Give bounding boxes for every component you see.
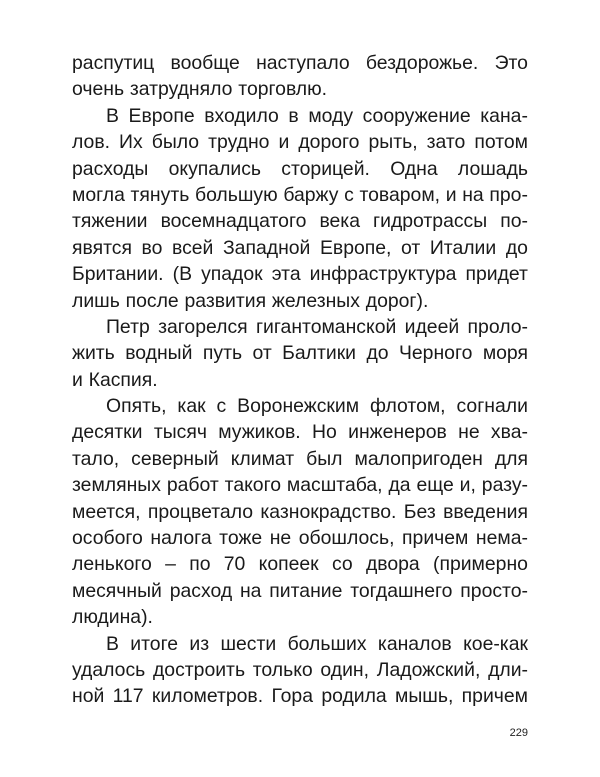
text-line: очень затрудняло торговлю. bbox=[72, 78, 328, 101]
text-line: ной 117 километров. Гора родила мышь, причем bbox=[72, 685, 528, 708]
book-page-text bbox=[72, 50, 528, 710]
text-line: Опять, как с Воронежским флотом, согнали bbox=[106, 395, 528, 418]
text-line: и Каспия. bbox=[72, 368, 158, 391]
text-line: месячный расход на питание тогдашнего просто- bbox=[72, 579, 528, 602]
text-line: В Европе входило в моду сооружение кана- bbox=[106, 104, 528, 127]
paragraph bbox=[72, 314, 528, 393]
text-line: ленького – по 70 копеек со двора (примерно bbox=[72, 553, 528, 576]
text-line: Британии. (В упадок эта инфраструктура придет bbox=[72, 263, 528, 286]
paragraph bbox=[72, 393, 528, 631]
text-line: тяжении восемнадцатого века гидротрассы по- bbox=[72, 210, 528, 233]
paragraph bbox=[72, 631, 528, 710]
text-line: лишь после развития железных дорог). bbox=[72, 289, 429, 312]
paragraph bbox=[72, 50, 528, 103]
text-line: людина). bbox=[72, 606, 153, 629]
text-line: особого налога тоже не обошлось, причем нема- bbox=[72, 527, 528, 550]
text-line: распутиц вообще наступало бездорожье. Это bbox=[72, 52, 528, 74]
text-line: жить водный путь от Балтики до Черного моря bbox=[72, 342, 528, 365]
text-line: В итоге из шести больших каналов кое-как bbox=[106, 632, 528, 655]
text-line: расходы окупались сторицей. Одна лошадь bbox=[72, 157, 528, 180]
paragraph bbox=[72, 103, 528, 314]
text-line: явятся во всей Западной Европе, от Италии до bbox=[72, 236, 528, 259]
text-line: десятки тысяч мужиков. Но инженеров не хва- bbox=[72, 421, 528, 444]
text-line: тало, северный климат был малопригоден для bbox=[72, 447, 528, 470]
text-line: могла тянуть большую баржу с товаром, и на про- bbox=[72, 183, 528, 206]
page-number: 229 bbox=[509, 727, 528, 739]
text-line: земляных работ такого масштаба, да еще и, разу- bbox=[72, 474, 528, 497]
text-line: меется, процветало казнокрадство. Без введения bbox=[72, 500, 528, 523]
text-line: удалось достроить только один, Ладожский, дли- bbox=[72, 658, 528, 681]
text-line: лов. Их было трудно и дорого рыть, зато потом bbox=[72, 131, 528, 154]
text-line: Петр загорелся гигантоманской идеей проло- bbox=[106, 315, 528, 338]
